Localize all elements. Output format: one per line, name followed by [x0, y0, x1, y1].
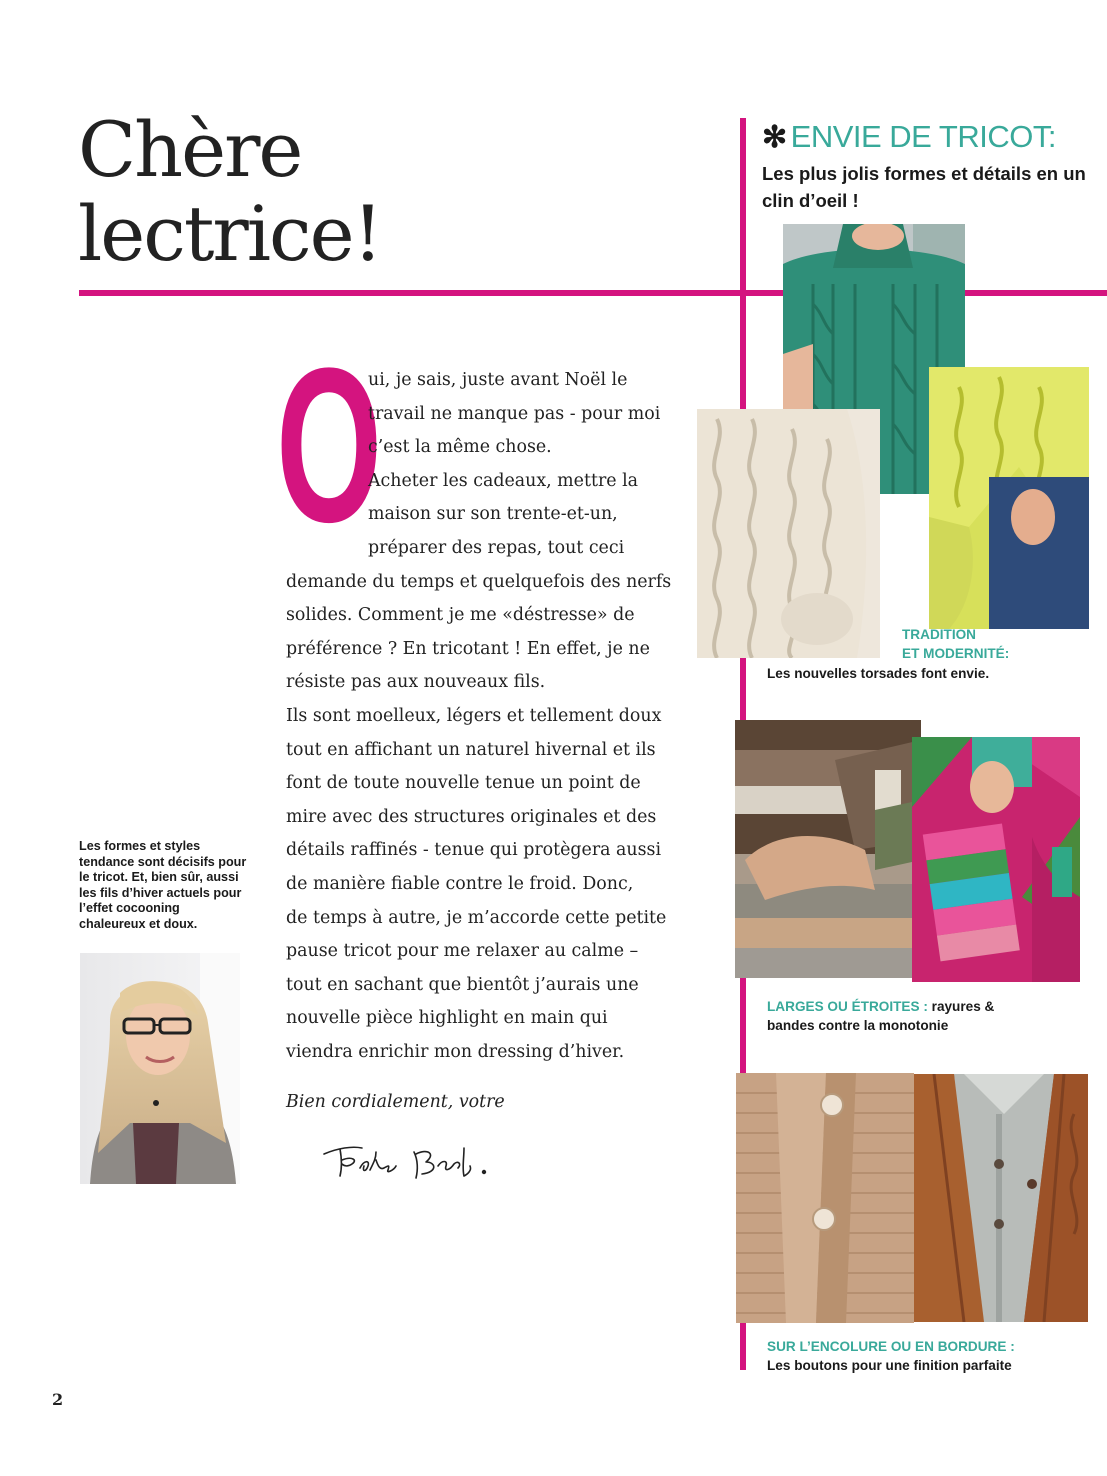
letter-line: travail ne manque pas - pour moi [368, 403, 661, 424]
letter-line: de temps à autre, je m’accorde cette petite [286, 907, 667, 928]
caption-stripes-title: LARGES OU ÉTROITES : [767, 999, 928, 1014]
striped-brown-sweater-photo [735, 720, 921, 978]
page-title [78, 105, 638, 278]
letter-line: Acheter les cadeaux, mettre la [368, 470, 639, 491]
caption-buttons-title: SUR L’ENCOLURE OU EN BORDURE : [767, 1339, 1015, 1354]
feature-heading-text: ENVIE DE TRICOT: [790, 119, 1056, 154]
letter-line: détails raffinés - tenue qui protègera aussi [286, 840, 662, 861]
letter-line: de manière fiable contre le froid. Donc, [286, 873, 634, 894]
letter-line: Ils sont moelleux, légers et tellement doux [286, 705, 662, 726]
letter-line: font de toute nouvelle tenue un point de [286, 773, 641, 794]
letter-signoff: Bien cordialement, votre [286, 1092, 505, 1112]
letter-line: pause tricot pour me relaxer au calme – [286, 941, 639, 962]
feature-heading [762, 118, 1107, 157]
letter-line: préparer des repas, tout ceci [368, 537, 625, 558]
tan-buttoned-cardigan-photo [736, 1073, 914, 1323]
letter-line: maison sur son trente-et-un, [368, 504, 618, 525]
page-number: 2 [52, 1390, 64, 1409]
caption-buttons [767, 1338, 1015, 1375]
title-line-1: Chère [78, 105, 302, 194]
pink-striped-cardigan-photo [912, 737, 1080, 982]
letter-line: tout en affichant un naturel hivernal et ils [286, 739, 656, 760]
caption-stripes-text-2: bandes contre la monotonie [767, 1017, 949, 1033]
cream-sweater-photo [697, 409, 880, 658]
rust-cardigan-photo [914, 1074, 1088, 1322]
letter-line: ui, je sais, juste avant Noël le [368, 370, 628, 390]
caption-stripes [767, 998, 994, 1035]
editor-portrait-photo [80, 953, 240, 1184]
caption-tradition-title-1: TRADITION [902, 627, 977, 642]
caption-tradition-text: Les nouvelles torsades font envie. [767, 666, 990, 681]
portrait-caption: Les formes et styles tendance sont décisifs pour le tricot. Et, bien sûr, aussi les fils d’hiver actuels pour l’effet cocooning chaleureux et doux. [79, 839, 247, 931]
caption-buttons-text: Les boutons pour une finition parfaite [767, 1357, 1012, 1373]
feature-subtitle: Les plus jolis formes et détails en un clin d’oeil ! [762, 163, 1086, 211]
letter-line: nouvelle pièce highlight en main qui [286, 1008, 608, 1029]
caption-tradition-title-2: ET MODERNITÉ: [902, 645, 1010, 661]
signature-image [318, 1130, 508, 1190]
caption-stripes-text-1: rayures & [927, 999, 995, 1014]
title-line-2: lectrice! [78, 189, 382, 278]
asterisk-icon: ✻ [762, 121, 787, 154]
letter-line: c’est la même chose. [368, 437, 552, 458]
letter-body [286, 364, 672, 1069]
letter-line: préférence ? En tricotant ! En effet, je ne [286, 638, 650, 659]
drop-cap: O [276, 322, 383, 568]
letter-line: demande du temps et quelquefois des nerfs [286, 571, 672, 592]
letter-line: solides. Comment je me «déstresse» de [286, 605, 635, 626]
letter-line: mire avec des structures originales et des [286, 806, 657, 827]
letter-line: résiste pas aux nouveaux fils. [286, 672, 546, 693]
letter-line: tout en sachant que bientôt j’aurais une [286, 974, 639, 995]
caption-tradition [902, 626, 1009, 663]
letter-line: viendra enrichir mon dressing d’hiver. [286, 1041, 625, 1062]
yellow-sweater-photo [929, 367, 1089, 629]
